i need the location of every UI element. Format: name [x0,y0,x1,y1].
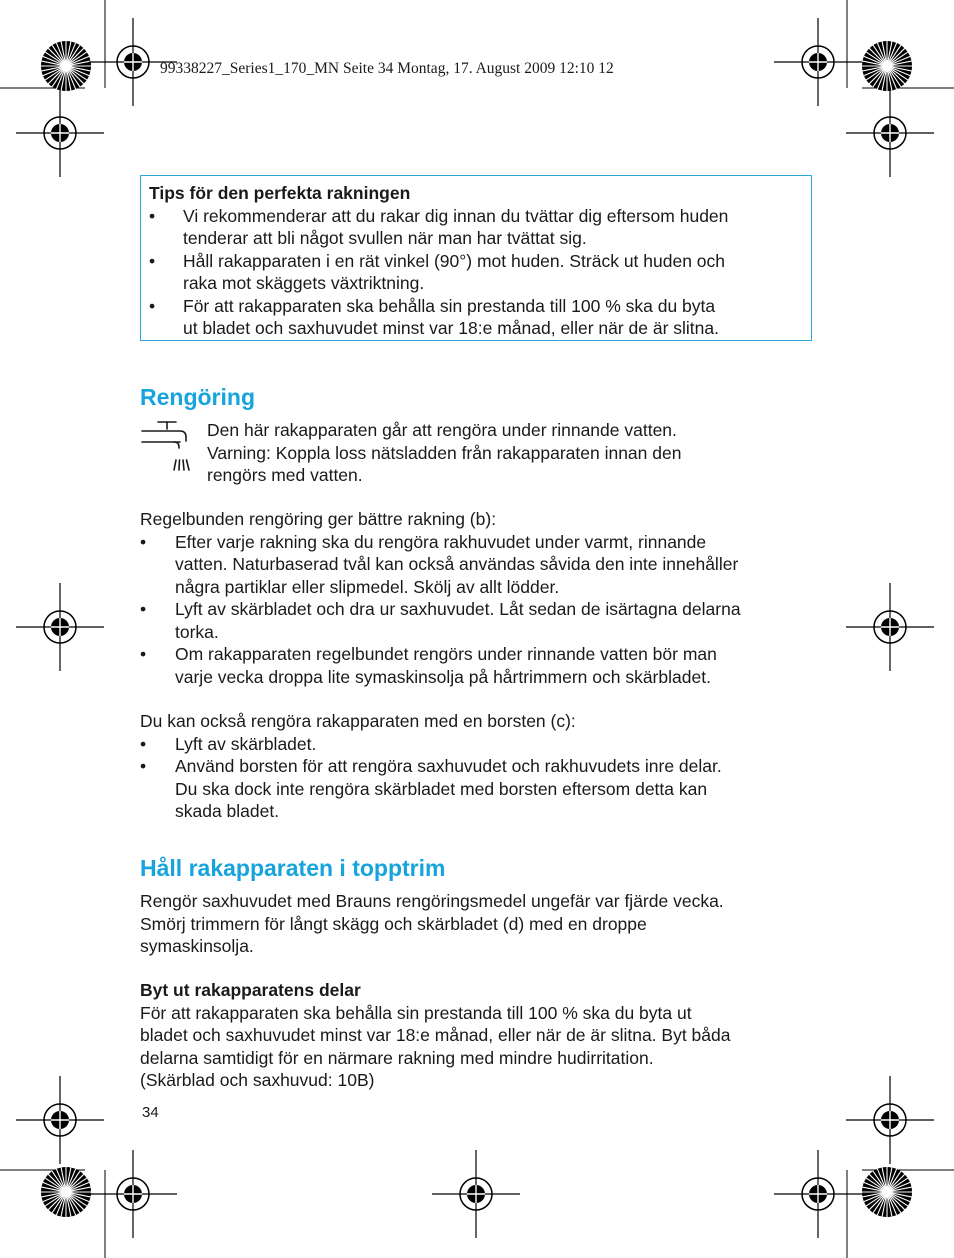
brush-intro: Du kan också rengöra rakapparaten med en borsten (c): [140,711,576,731]
line: delarna samtidigt för en närmare rakning med mindre hudirritation. [140,1047,654,1068]
line: Smörj trimmern för långt skägg och skärbladet (d) med en droppe [140,913,647,934]
line: torka. [175,621,219,642]
replace-parts [140,979,812,1092]
brush-cleaning [140,710,812,823]
line: ut bladet och saxhuvudet minst var 18:e månad, eller när de är slitna. [183,318,719,338]
line: Håll rakapparaten i en rät vinkel (90°) mot huden. Sträck ut huden och [183,250,726,271]
list-item [149,295,803,340]
line: Efter varje rakning ska du rengöra rakhuvudet under varmt, rinnande [175,531,707,552]
line: Lyft av skärbladet. [175,733,317,754]
list-item [140,598,812,643]
line: några partiklar eller slipmedel. Skölj av allt lödder. [175,576,560,597]
maintenance-text [140,890,812,958]
list-item [140,643,812,688]
line: Lyft av skärbladet och dra ur saxhuvudet. Låt sedan de isärtagna delarna [175,599,741,619]
bullet: • [140,531,147,552]
line: symaskinsolja. [140,936,254,956]
line: varje vecka droppa lite symaskinsolja på hårtrimmern och skärbladet. [175,666,711,687]
list-item [149,250,803,295]
water-note [207,419,807,487]
line: Om rakapparaten regelbundet rengörs under rinnande vatten bör man [175,644,717,664]
tips-title: Tips för den perfekta rakningen [149,183,411,203]
replace-parts-heading: Byt ut rakapparatens delar [140,980,361,1000]
list-item [140,531,812,599]
line: För att rakapparaten ska behålla sin prestanda till 100 % ska du byta ut [140,1002,692,1023]
faucet-water-icon [140,420,192,472]
line: skada bladet. [175,801,280,821]
brush-list [140,733,812,823]
bullet: • [140,733,147,754]
tips-list [149,205,803,340]
bullet: • [140,599,147,619]
regular-list [140,531,812,689]
line: (Skärblad och saxhuvud: 10B) [140,1070,375,1090]
page-number: 34 [142,1104,159,1121]
tips-box [140,175,812,341]
bullet: • [149,295,156,316]
line: För att rakapparaten ska behålla sin prestanda till 100 % ska du byta [183,295,716,316]
print-slug: 99338227_Series1_170_MN Seite 34 Montag, 17. August 2009 12:10 12 [160,60,614,77]
line: raka mot skäggets växtriktning. [183,273,425,293]
line: rengörs med vatten. [207,465,363,485]
line: tenderar att bli något svullen när man har tvättat sig. [183,228,587,248]
cleaning-heading: Rengöring [140,384,255,410]
line: bladet och saxhuvudet minst var 18:e månad, eller när de är slitna. Byt båda [140,1025,731,1045]
maintenance-heading: Håll rakapparaten i topptrim [140,855,446,881]
list-item [149,205,803,250]
line: Du ska dock inte rengöra skärbladet med borsten eftersom detta kan [175,778,708,799]
regular-cleaning [140,508,812,688]
regular-intro: Regelbunden rengöring ger bättre rakning (b): [140,509,497,529]
line: Varning: Koppla loss nätsladden från rakapparaten innan den [207,442,682,463]
list-item [140,755,812,823]
bullet: • [149,205,156,226]
line: Rengör saxhuvudet med Brauns rengöringsmedel ungefär var fjärde vecka. [140,891,724,911]
line: Den här rakapparaten går att rengöra under rinnande vatten. [207,420,677,440]
line: vatten. Naturbaserad tvål kan också användas såvida den inte innehåller [175,554,739,574]
list-item [140,733,812,756]
bullet: • [140,644,147,664]
line: Vi rekommenderar att du rakar dig innan du tvättar dig eftersom huden [183,205,729,226]
bullet: • [149,250,156,271]
bullet: • [140,756,147,776]
line: Använd borsten för att rengöra saxhuvudet och rakhuvudets inre delar. [175,756,722,776]
